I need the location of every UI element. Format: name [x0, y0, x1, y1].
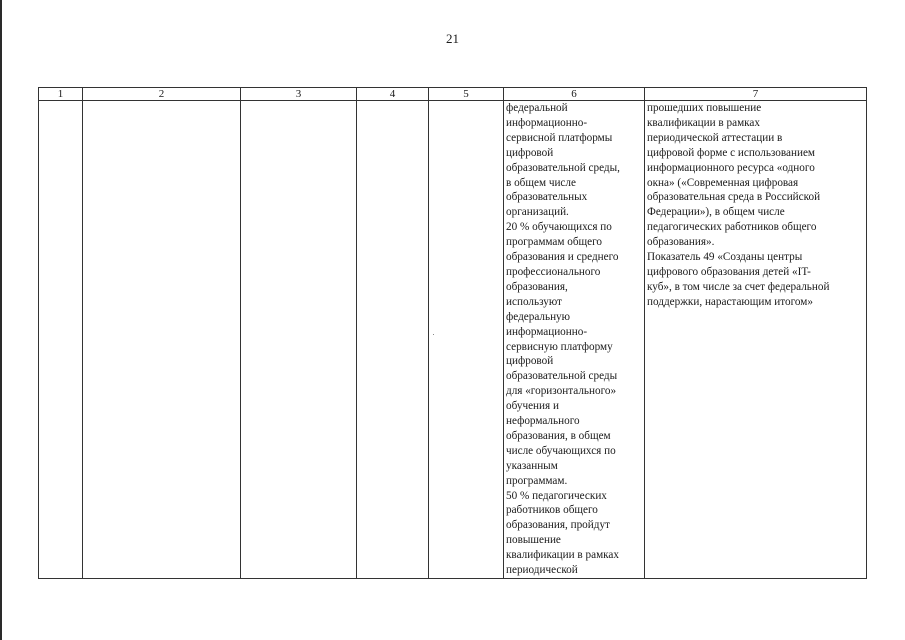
cell-col-4: [357, 101, 429, 579]
cell-col-6-text: федеральной информационно- сервисной платформы цифровой образовательной среды, в общем числе образовательных организаций. 20 % обучающихся по программам общего образования и среднего профессионального образования, используют федеральную информационно- сервисную платформу цифровой образовательной среды для «горизонтального» обучения и неформального образования, в общем числе обучающихся по указанным программам. 50 % педагогических работников общего образования, пройдут повышение квалификации в рамках периодической: [506, 102, 620, 577]
cell-col-7-text: прошедших повышение квалификации в рамках периодической аттестации в цифровой форме с использованием информационного ресурса «одного окна» («Современная цифровая образовательная среда в Российской Федерации»), в общем числе педагогических работников общего образования». Показатель 49 «Созданы центры цифрового образования детей «IT- куб», в том числе за счет федеральной поддержки, нарастающим итогом»: [647, 102, 830, 308]
cell-col-7: [645, 101, 867, 579]
column-header-2: 2: [83, 88, 241, 101]
page-left-edge: [0, 0, 2, 640]
cell-col-6: [504, 101, 645, 579]
column-header-1: 1: [39, 88, 83, 101]
table-header-row: [39, 88, 867, 101]
scan-speck: [433, 334, 434, 335]
table-row: [39, 101, 867, 579]
cell-col-5: [429, 101, 504, 579]
column-header-5: 5: [429, 88, 504, 101]
cell-col-2: [83, 101, 241, 579]
page-number: 21: [446, 31, 459, 46]
column-header-4: 4: [357, 88, 429, 101]
data-table: [38, 87, 867, 579]
cell-col-1: [39, 101, 83, 579]
cell-col-3: [241, 101, 357, 579]
column-header-7: 7: [645, 88, 867, 101]
column-header-6: 6: [504, 88, 645, 101]
column-header-3: 3: [241, 88, 357, 101]
